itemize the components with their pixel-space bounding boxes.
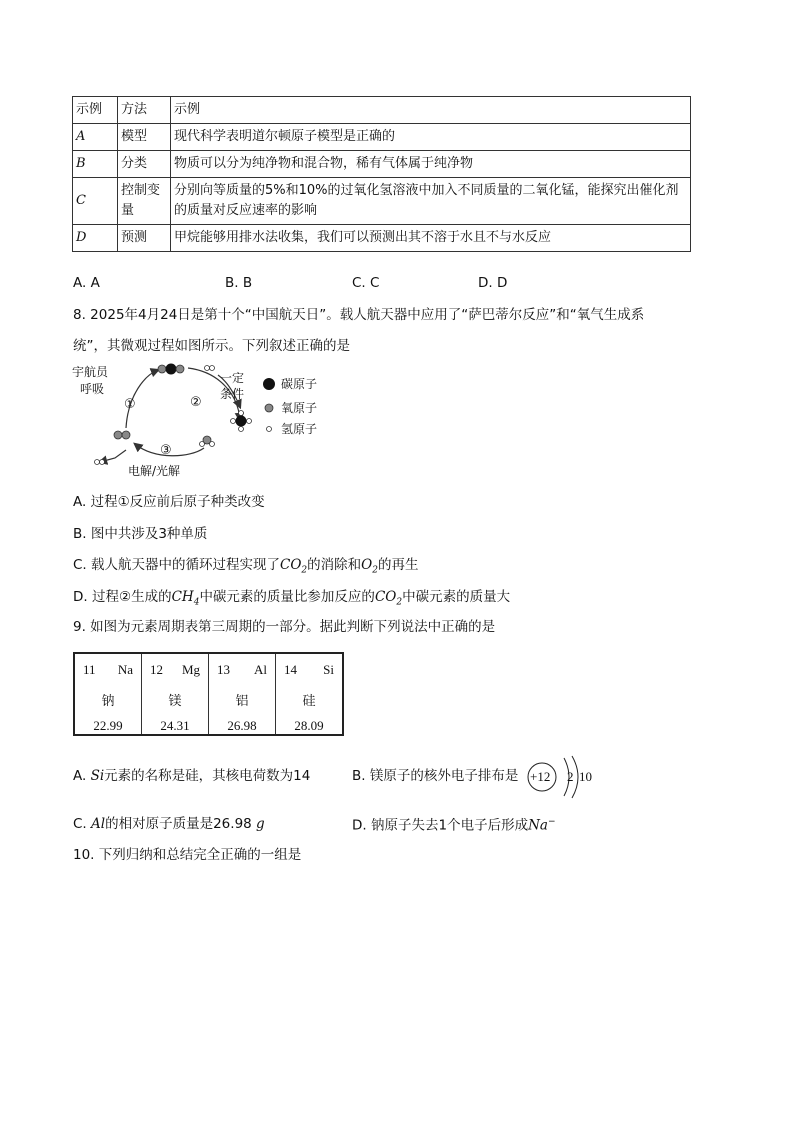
oxygen-atom [114,431,122,439]
element-symbol: Si [323,662,334,677]
row-method: 预测 [118,225,171,252]
option-text: D. 过程②生成的 [73,589,172,605]
option-text: A. [73,768,91,784]
atomic-mass: 26.98 [227,718,257,733]
option-text: B. 镁原子的核外电子排布是 [352,768,519,784]
atomic-number: 11 [83,662,96,677]
label-condition-2: 条件 [220,387,245,401]
element-symbol-al: Al [91,816,106,832]
shell2-electrons: 10 [579,769,592,784]
row-id: A [73,124,118,151]
row-example: 物质可以分为纯净物和混合物，稀有气体属于纯净物 [171,151,691,178]
table-row [73,178,691,225]
periodic-table-fragment [73,652,344,736]
element-name: 硅 [302,694,316,709]
element-name: 镁 [168,694,182,709]
atomic-mass: 28.09 [294,718,324,733]
hydrogen-atom [231,419,236,424]
q7-option-b[interactable]: B. B [225,275,253,291]
formula-o2: $O_2$ [361,557,378,576]
atomic-number: 13 [217,662,230,677]
hydrogen-atom [239,411,244,416]
row-method: 控制变量 [118,178,171,225]
q9-option-b[interactable] [352,770,518,784]
label-step2: ② [190,395,202,410]
atomic-mass: 22.99 [93,718,123,733]
option-text: 中碳元素的质量大 [402,589,511,605]
ion-charge: − [547,817,556,827]
label-step1: ① [124,397,136,412]
element-symbol: Na [117,662,133,677]
q7-option-a[interactable]: A. A [73,275,100,291]
row-example: 现代科学表明道尔顿原子模型是正确的 [171,124,691,151]
element-symbol: Al [254,662,267,677]
option-text: 的再生 [377,557,419,573]
table-header-row [73,97,691,124]
formula-co2: $CO_2$ [280,557,308,576]
option-text: 的消除和 [307,557,362,573]
row-example: 分别向等质量的5%和10%的过氧化氢溶液中加入不同质量的二氧化锰，能探究出催化剂的质量对反应速率的影响 [171,178,691,225]
label-step3: ③ [160,443,172,458]
element-name: 钠 [101,694,115,709]
q9-option-a[interactable] [73,770,310,784]
row-id: C [73,178,118,225]
q8-option-d[interactable] [73,591,510,608]
hydrogen-atom [247,419,252,424]
q8-stem-line2: 统”，其微观过程如图所示。下列叙述正确的是 [73,338,350,354]
hydrogen-atom [210,442,215,447]
atomic-number: 14 [284,662,297,677]
label-breath: 呼吸 [80,382,105,396]
hydrogen-atom [239,427,244,432]
atomic-mass: 24.31 [160,718,190,733]
formula-co2: $CO_2$ [374,589,403,608]
option-text: C. [73,816,92,832]
q9-option-d[interactable] [352,818,556,833]
hydrogen-atom [95,460,100,465]
row-id: D [73,225,118,252]
header-cell: 示例 [171,97,691,124]
row-method: 分类 [118,151,171,178]
element-cell-na [74,653,142,735]
nucleus-charge: +12 [530,769,551,784]
row-id: B [73,151,118,178]
q9-stem: 9. 如图为元素周期表第三周期的一部分。据此判断下列说法中正确的是 [73,619,496,635]
option-text: 中碳元素的质量比参加反应的 [199,589,375,605]
oxygen-atom [176,365,184,373]
carbon-atom [166,364,177,375]
label-astronaut: 宇航员 [72,365,109,379]
legend-oxygen-symbol [265,404,273,412]
q8-option-b[interactable]: B. 图中共涉及3种单质 [73,526,208,542]
q8-stem-line1: 8. 2025年4月24日是第十个“中国航天日”。载人航天器中应用了“萨巴蒂尔反应”和“氧气生成系 [73,307,645,323]
legend-hydrogen-symbol [267,427,272,432]
hydrogen-atom [210,366,215,371]
element-cell-mg [142,653,209,735]
option-text: 的相对原子质量是26.98 [105,816,257,832]
row-example: 甲烷能够用排水法收集，我们可以预测出其不溶于水且不与水反应 [171,225,691,252]
option-text: D. 钠原子失去1个电子后形成 [352,817,529,834]
q9-option-c[interactable] [73,818,265,832]
option-text: C. 载人航天器中的循环过程实现了 [73,557,281,573]
oxygen-atom [158,365,166,373]
q10-stem: 10. 下列归纳和总结完全正确的一组是 [73,847,302,863]
hydrogen-atom [200,442,205,447]
element-symbol: Mg [181,662,200,677]
label-electrolysis: 电解/光解 [128,464,181,478]
element-cell-si [276,653,344,735]
ion-symbol: Na [528,817,548,834]
q8-option-a[interactable]: A. 过程①反应前后原子种类改变 [73,494,265,510]
table-row [73,225,691,252]
legend-carbon-symbol [263,378,275,390]
q7-option-c[interactable]: C. C [352,275,380,291]
mg-atom-structure-diagram [522,754,602,800]
legend-hydrogen-label: 氢原子 [281,422,318,436]
q8-cycle-diagram [70,360,360,478]
element-symbol-si: Si [90,768,105,784]
carbon-atom [236,416,247,427]
option-text: 元素的名称是硅，其核电荷数为14 [104,768,311,784]
unit-g: g [256,816,265,832]
header-cell: 示例 [73,97,118,124]
header-cell: 方法 [118,97,171,124]
element-cell-al [209,653,276,735]
oxygen-atom [122,431,130,439]
hydrogen-atom [205,366,210,371]
q7-option-d[interactable]: D. D [478,275,508,291]
q8-option-c[interactable] [73,559,418,576]
shell1-electrons: 2 [567,769,574,784]
formula-ch4: $CH_4$ [171,589,200,608]
hydrogen-atom [100,460,105,465]
legend-oxygen-label: 氧原子 [281,401,318,415]
row-method: 模型 [118,124,171,151]
atomic-number: 12 [150,662,163,677]
table-row [73,151,691,178]
legend-carbon-label: 碳原子 [281,377,318,391]
label-condition-1: 一定 [220,371,245,385]
element-name: 铝 [235,694,249,709]
table-row [73,124,691,151]
q7-table [72,96,691,252]
